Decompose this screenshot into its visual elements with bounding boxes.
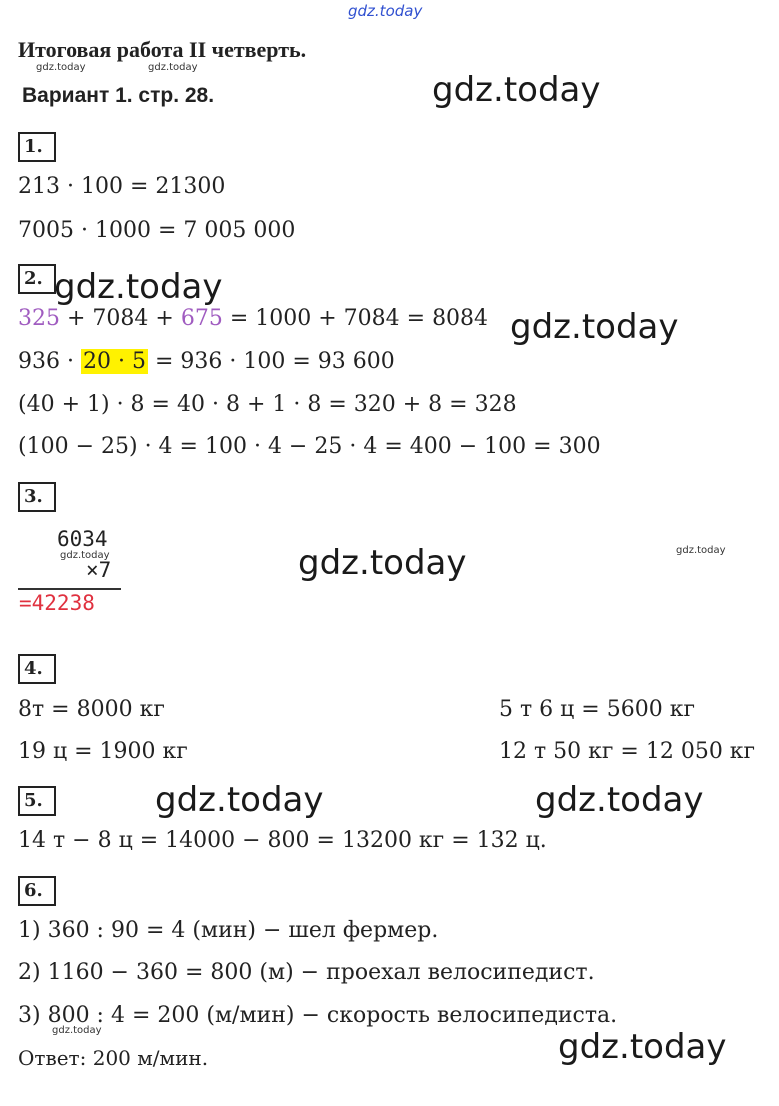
watermark-small: gdz.today (148, 62, 198, 73)
multiplicand: 6034 (57, 527, 108, 551)
watermark-small: gdz.today (676, 545, 726, 556)
multiplication-result: =42238 (19, 591, 95, 615)
task2-line-3: (40 + 1) · 8 = 40 · 8 + 1 · 8 = 320 + 8 = 328 (18, 392, 517, 417)
watermark-large: gdz.today (54, 267, 223, 307)
watermark-large: gdz.today (432, 70, 601, 110)
watermark-large: gdz.today (155, 780, 324, 820)
task6-line-2: 2) 1160 − 360 = 800 (м) − проехал велосипедист. (18, 960, 595, 985)
task5-line: 14 т − 8 ц = 14000 − 800 = 13200 кг = 132 ц. (18, 828, 547, 853)
highlighted-factor: 20 · 5 (82, 349, 146, 374)
watermark-large: gdz.today (298, 543, 467, 583)
answer: Ответ: 200 м/мин. (18, 1046, 209, 1070)
task-number-3: 3. (18, 482, 56, 512)
task4-right-1: 5 т 6 ц = 5600 кг (499, 697, 695, 722)
task-number-4: 4. (18, 654, 56, 684)
task1-line-2: 7005 · 1000 = 7 005 000 (18, 218, 296, 243)
task6-line-3: 3) 800 : 4 = 200 (м/мин) − скорость велосипедиста. (18, 1003, 618, 1028)
expr-part: = 1000 + 7084 = 8084 (222, 306, 489, 331)
task2-line-4: (100 − 25) · 4 = 100 · 4 − 25 · 4 = 400 − 100 = 300 (18, 434, 601, 459)
watermark-small: gdz.today (36, 62, 86, 73)
watermark-small: gdz.today (52, 1025, 102, 1036)
expr-part: = 936 · 100 = 93 600 (147, 349, 395, 374)
multiplier: ×7 (86, 558, 112, 582)
watermark-large: gdz.today (558, 1027, 727, 1067)
task-number-6: 6. (18, 876, 56, 906)
watermark-large: gdz.today (535, 780, 704, 820)
addend-purple: 675 (180, 306, 223, 331)
task-number-2: 2. (18, 264, 56, 294)
watermark-large: gdz.today (510, 307, 679, 347)
addend-purple: 325 (18, 306, 60, 331)
task4-left-2: 19 ц = 1900 кг (18, 739, 188, 764)
expr-part: 936 · (18, 349, 81, 374)
task1-line-1: 213 · 100 = 21300 (18, 174, 226, 199)
page-title: Итоговая работа II четверть. (18, 37, 307, 62)
task4-right-2: 12 т 50 кг = 12 050 кг (499, 739, 756, 764)
task6-line-1: 1) 360 : 90 = 4 (мин) − шел фермер. (18, 918, 439, 943)
task-number-5: 5. (18, 786, 56, 816)
task2-line-1 (18, 306, 488, 331)
task2-line-2 (18, 349, 395, 374)
multiplication-line (18, 588, 121, 590)
expr-part: + 7084 + (60, 306, 181, 331)
task4-left-1: 8т = 8000 кг (18, 697, 165, 722)
watermark-small: gdz.today (60, 550, 110, 561)
task-number-1: 1. (18, 132, 56, 162)
watermark-top: gdz.today (348, 2, 423, 20)
variant-label: Вариант 1. стр. 28. (22, 84, 215, 107)
